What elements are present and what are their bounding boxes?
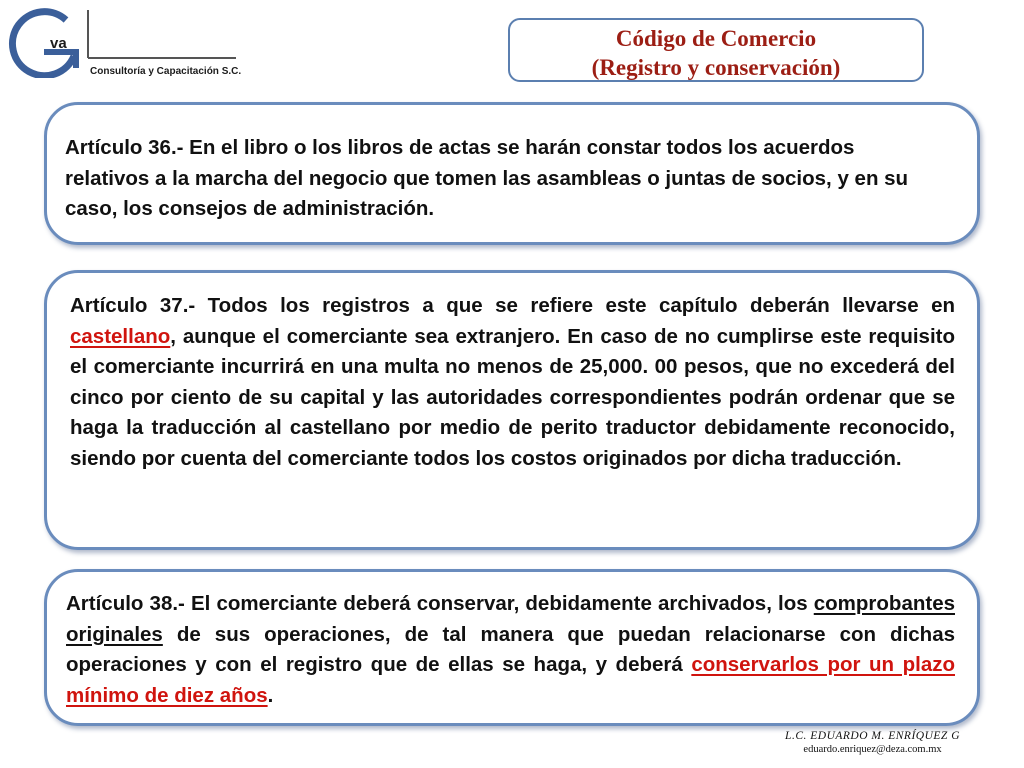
article-38-highlight: conservarlos por un plazo mínimo de diez años — [66, 653, 955, 707]
article-37-before: Artículo 37.- Todos los registros a que se refiere este capítulo deberán llevarse en — [70, 294, 955, 317]
article-37-after: , aunque el comerciante sea extranjero. En caso de no cumplirse este requisito el comerciante incurrirá en una multa no menos de 25,000. 00 pesos, que no excederá del cinco por ciento de su capital y las autoridades correspondientes podrán ordenar que se haga la traducción al castellano por medio de perito traductor debidamente reconocido, siendo por cuenta del comerciante todos los costos originados por dicha traducción. — [70, 324, 955, 470]
article-38-box — [44, 569, 980, 726]
article-37-box — [44, 270, 980, 550]
company-logo — [4, 6, 244, 78]
article-38-middle: de sus operaciones, de tal manera que puedan relacionarse con dichas operaciones y con el registro que de ellas se haga, y deberá — [66, 622, 955, 676]
article-36-box — [44, 102, 980, 245]
article-38-after: . — [267, 683, 274, 707]
article-37-text — [70, 291, 955, 474]
footer — [785, 729, 960, 757]
page-title — [508, 18, 924, 82]
article-38-before: Artículo 38.- El comerciante deberá conservar, debidamente archivados, los — [66, 592, 814, 615]
title-line-2: (Registro y conservación) — [591, 55, 841, 80]
footer-author: L.C. EDUARDO M. ENRÍQUEZ G — [785, 730, 960, 742]
article-36-text: Artículo 36.- En el libro o los libros de actas se harán constar todos los acuerdos relativos a la marcha del negocio que tomen las asambleas o juntas de socios, y en su caso, los consejos de administración. — [65, 136, 909, 220]
footer-email: eduardo.enriquez@deza.com.mx — [803, 744, 942, 755]
article-38-underlined: comprobantes originales — [66, 592, 955, 646]
article-38-text — [66, 589, 955, 711]
title-line-1: Código de Comercio — [615, 26, 817, 51]
logo-letters: va — [50, 35, 67, 52]
article-37-highlight: castellano — [70, 324, 171, 348]
logo-tagline: Consultoría y Capacitación S.C. — [90, 66, 242, 77]
